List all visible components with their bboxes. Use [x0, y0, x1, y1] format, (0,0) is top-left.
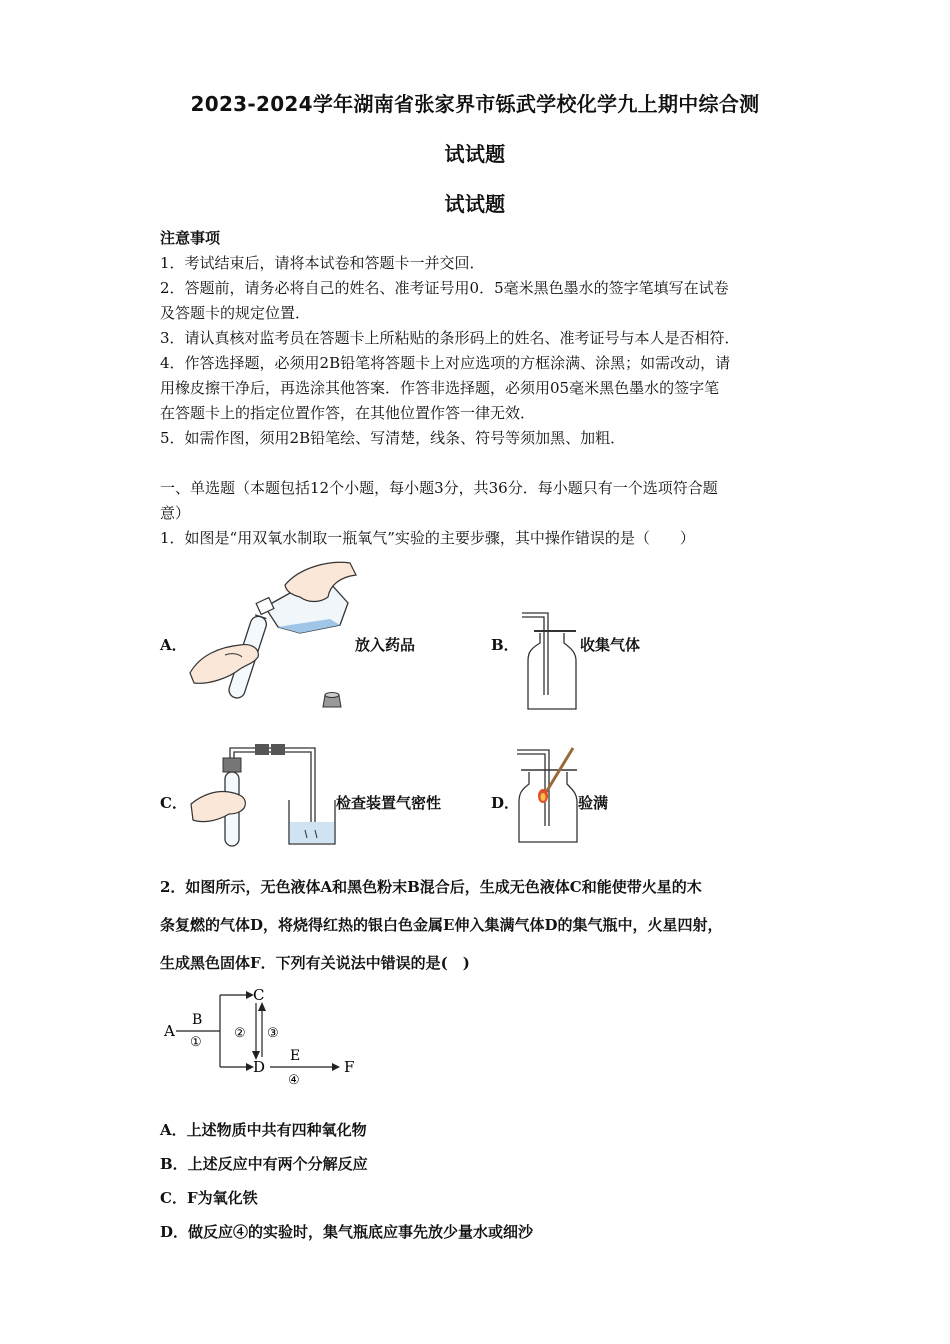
note-line: 3．请认真核对监考员在答题卡上所粘贴的条形码上的姓名、准考证号与本人是否相符．	[160, 329, 740, 347]
q2-option-d[interactable]: D．做反应④的实验时，集气瓶底应事先放少量水或细沙	[160, 1223, 534, 1241]
label-b: B	[192, 1012, 203, 1028]
figure-b-collect-gas	[520, 605, 585, 715]
note-line: 1．考试结束后，请将本试卷和答题卡一并交回．	[160, 254, 485, 272]
q1-option-c-label[interactable]: C．	[160, 794, 187, 812]
figure-d-check-full	[515, 742, 585, 847]
note-line: 5．如需作图，须用2B铅笔绘、写清楚，线条、符号等须加黑、加粗．	[160, 429, 626, 447]
q2-option-a[interactable]: A．上述物质中共有四种氧化物	[160, 1121, 367, 1139]
q2-option-b[interactable]: B．上述反应中有两个分解反应	[160, 1155, 368, 1173]
reaction-1: ①	[190, 1035, 202, 1050]
q1-option-a-label[interactable]: A．	[160, 636, 187, 654]
page-title: 2023-2024学年湖南省张家界市铄武学校化学九上期中综合测	[190, 92, 760, 116]
figure-a-add-reagent	[180, 555, 360, 715]
q1-option-b-label[interactable]: B．	[491, 636, 519, 654]
reaction-4: ④	[288, 1073, 300, 1088]
note-line: 2．答题前，请务必将自己的姓名、准考证号用0．5毫米黑色墨水的签字笔填写在试卷	[160, 279, 729, 297]
label-f: F	[344, 1058, 355, 1076]
note-line: 用橡皮擦干净后，再选涂其他答案．作答非选择题，必须用05毫米黑色墨水的签字笔	[160, 379, 720, 397]
note-line: 及答题卡的规定位置．	[160, 304, 311, 322]
q1-option-d-label[interactable]: D．	[491, 794, 520, 812]
question-2-stem: 2．如图所示，无色液体A和黑色粉末B混合后，生成无色液体C和能使带火星的木	[160, 878, 702, 896]
label-c: C	[253, 986, 265, 1004]
label-d: D	[253, 1058, 266, 1076]
question-1-stem: 1．如图是“用双氧水制取一瓶氧气”实验的主要步骤，其中操作错误的是（ ）	[160, 529, 695, 547]
section-heading-cont: 意）	[160, 504, 191, 522]
reaction-2: ②	[234, 1026, 246, 1041]
reaction-diagram	[160, 985, 360, 1090]
q1-option-d-caption: 验满	[578, 794, 609, 812]
label-e: E	[290, 1048, 301, 1064]
figure-c-airtightness	[185, 738, 345, 848]
label-a: A	[164, 1022, 175, 1040]
page-subtitle: 试试题	[444, 192, 506, 216]
note-line: 4．作答选择题，必须用2B铅笔将答题卡上对应选项的方框涂满、涂黑；如需改动，请	[160, 354, 731, 372]
q2-option-c[interactable]: C．F为氧化铁	[160, 1189, 258, 1207]
question-2-stem-cont: 生成黑色固体F．下列有关说法中错误的是( )	[160, 954, 470, 972]
note-line: 在答题卡上的指定位置作答，在其他位置作答一律无效．	[160, 404, 536, 422]
q1-option-c-caption: 检查装置气密性	[336, 794, 442, 812]
notes-heading: 注意事项	[160, 229, 221, 247]
q1-option-b-caption: 收集气体	[580, 636, 641, 654]
question-2-stem-cont: 条复燃的气体D，将烧得红热的银白色金属E伸入集满气体D的集气瓶中，火星四射，	[160, 916, 723, 934]
reaction-3: ③	[267, 1026, 279, 1041]
q1-option-a-caption: 放入药品	[355, 636, 416, 654]
page-title-line2: 试试题	[444, 142, 506, 166]
section-heading: 一、单选题（本题包括12个小题，每小题3分，共36分．每小题只有一个选项符合题	[160, 479, 718, 497]
